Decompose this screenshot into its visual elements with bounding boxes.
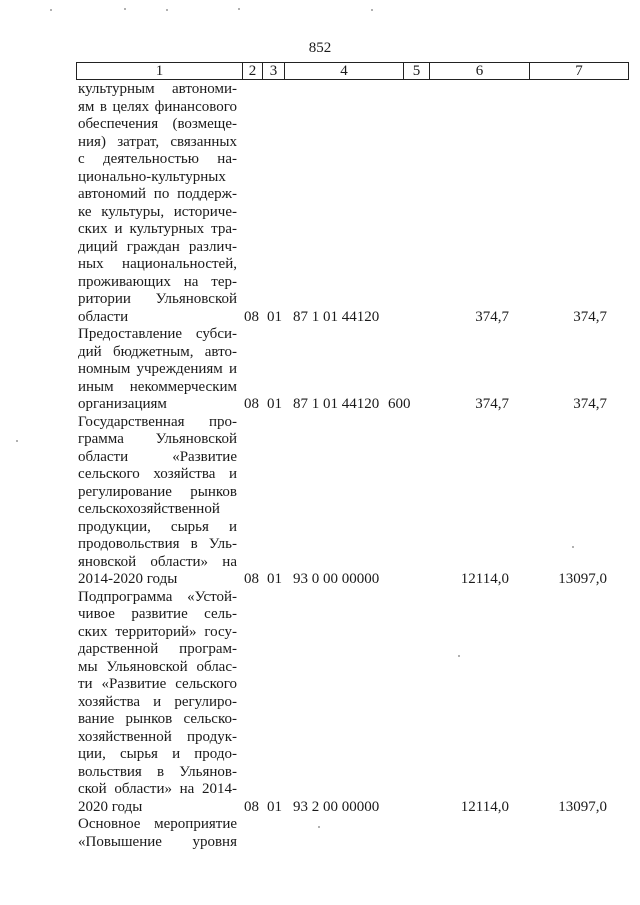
description-line: области [78,308,129,325]
row-description [78,414,237,589]
description-line: Государственная про- [78,413,237,430]
description-line: продовольствия в Уль- [78,536,237,552]
description-line: яновской области» на [78,553,237,570]
description-line: хозяйства и регулиро- [78,693,237,710]
description-line: дий бюджетным, авто- [78,343,237,360]
description-line: ции, сырья и продо- [78,746,237,762]
description-line: культурным автономи- [78,81,237,97]
subsection-code: 01 [267,571,282,587]
scan-speck [124,8,126,10]
column-number-6: 6 [430,63,530,80]
scan-speck [458,655,460,657]
target-article-code: 93 2 00 00000 [293,798,380,815]
description-line: диций граждан различ- [78,238,237,255]
page-number: 852 [308,40,332,56]
description-line: ям в целях финансового [78,98,237,115]
description-line: Предоставление субси- [78,326,237,342]
subsection-code: 01 [267,396,282,412]
description-line: продукции, сырья и [78,518,237,535]
column-number-3: 3 [263,63,285,80]
description-line: вольствия в Ульянов- [78,763,237,780]
column-number-4: 4 [285,63,404,80]
description-line: автономий по поддерж- [78,186,237,202]
scan-speck [16,440,18,442]
expense-type-code: 600 [388,396,411,412]
description-line: ритории Ульяновской [78,291,237,307]
description-line: ке культуры, историче- [78,203,237,220]
description-line: ных национальностей, [78,256,237,272]
column-number-5: 5 [404,63,430,80]
target-article-code: 93 0 00 00000 [293,571,380,587]
amount-column-6: 374,7 [475,396,509,412]
scan-speck [238,8,240,10]
target-article-code: 87 1 01 44120 [293,396,380,412]
amount-column-6: 374,7 [475,308,509,325]
description-line: сельскохозяйственной [78,501,220,517]
description-line: ских и культурных тра- [78,221,237,237]
description-line: Подпрограмма «Устой- [78,588,237,605]
amount-column-6: 12114,0 [460,798,509,815]
subsection-code: 01 [267,308,282,325]
description-line: 2020 годы [78,798,143,815]
amount-column-7: 13097,0 [558,798,607,815]
row-description [78,81,237,326]
scan-speck [50,9,52,11]
description-line: ской области» на 2014- [78,781,237,797]
row-description [78,816,237,851]
section-code: 08 [244,308,259,325]
section-code: 08 [244,396,259,412]
description-line: номным учреждениям и [78,361,237,377]
amount-column-7: 374,7 [573,308,607,325]
scan-speck [572,546,574,548]
amount-column-6: 12114,0 [460,571,509,587]
description-line: 2014-2020 годы [78,571,178,587]
description-line: дарственной програм- [78,641,237,657]
amount-column-7: 13097,0 [558,571,607,587]
description-line: области «Развитие [78,448,237,465]
subsection-code: 01 [267,798,282,815]
description-line: чивое развитие сель- [78,606,237,622]
scan-speck [371,9,373,11]
amount-column-7: 374,7 [573,396,607,412]
description-line: ния) затрат, связанных [78,133,237,150]
description-line: обеспечения (возмеще- [78,116,237,132]
row-description [78,326,237,414]
description-line: «Повышение уровня [78,833,237,850]
description-line: грамма Ульяновской [78,431,237,447]
description-line: ти «Развитие сельского [78,676,237,692]
column-header-row [76,62,629,80]
description-line: организациям [78,396,167,412]
description-line: иным некоммерческим [78,378,237,395]
scan-speck [318,826,320,828]
column-number-2: 2 [243,63,263,80]
section-code: 08 [244,571,259,587]
description-line: сельского хозяйства и [78,466,237,482]
column-number-1: 1 [77,63,243,80]
target-article-code: 87 1 01 44120 [293,308,380,325]
description-line: регулирование рынков [78,483,237,500]
description-line: вание рынков сельско- [78,711,237,727]
row-description [78,589,237,817]
description-line: проживающих на тер- [78,273,237,290]
description-line: хозяйственной продук- [78,728,237,745]
description-line: мы Ульяновской облас- [78,658,237,675]
description-line: ских территорий» госу- [78,623,237,640]
description-line: ционально-культурных [78,168,226,185]
description-line: с деятельностью на- [78,151,237,167]
scan-speck [166,9,168,11]
description-line: Основное мероприятие [78,816,237,832]
section-code: 08 [244,798,259,815]
column-number-7: 7 [530,63,629,80]
